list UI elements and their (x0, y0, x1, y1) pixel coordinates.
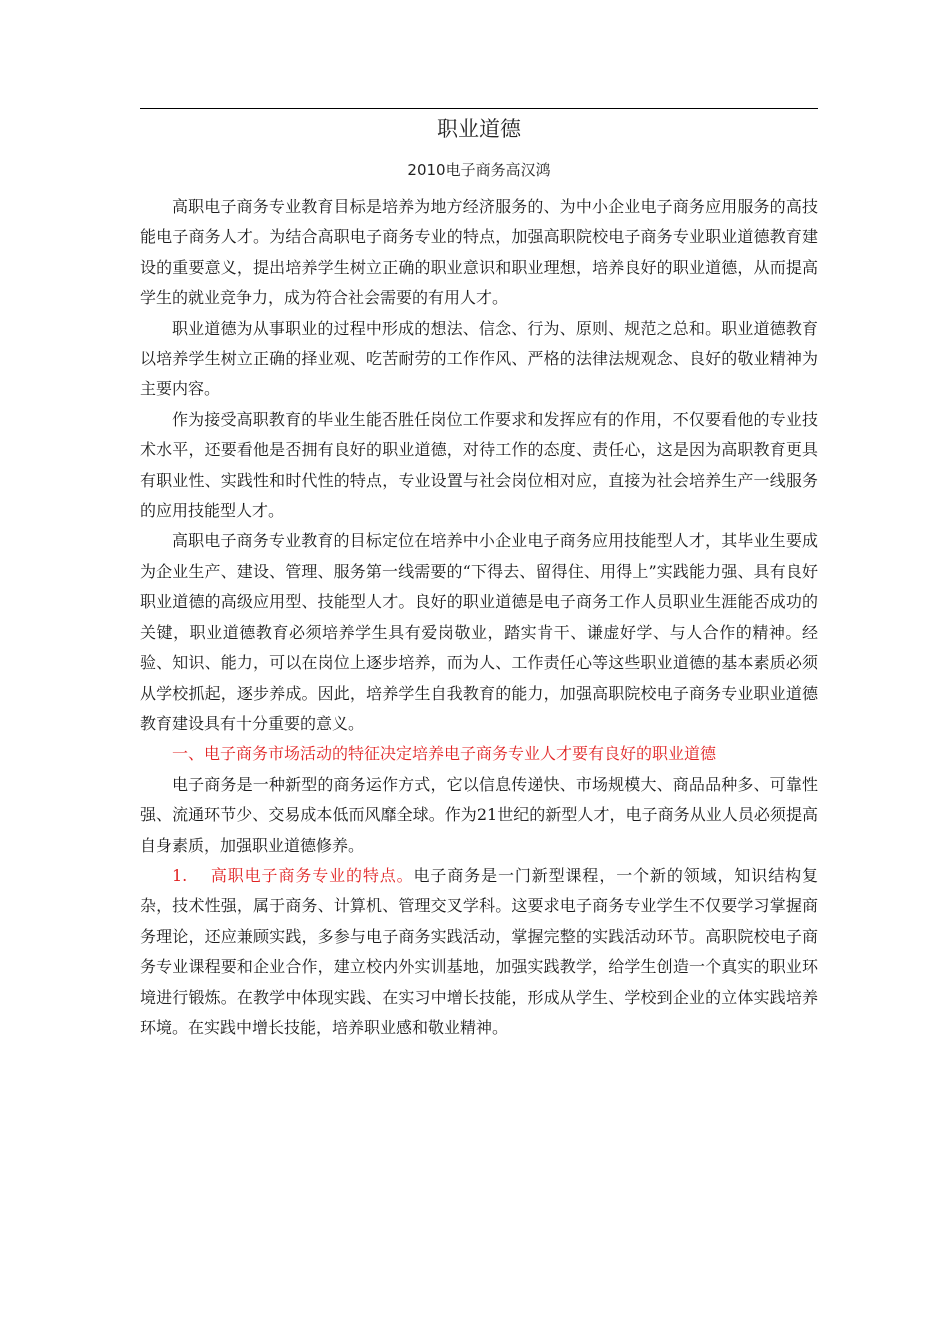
paragraph: 电子商务是一种新型的商务运作方式，它以信息传递快、市场规模大、商品品种多、可靠性强、流通环节少、交易成本低而风靡全球。作为21世纪的新型人才，电子商务从业人员必须提高自身素质，加强职业道德修养。 (140, 774, 818, 855)
document-subtitle: 2010电子商务高汉鸿 (407, 161, 551, 179)
section-heading: 一、电子商务市场活动的特征决定培养电子商务专业人才要有良好的职业道德 (172, 744, 717, 764)
list-item-lead: 高职电子商务专业的特点。 (210, 865, 414, 885)
document-title: 职业道德 (437, 117, 521, 141)
paragraph: 高职电子商务专业教育的目标定位在培养中小企业电子商务应用技能型人才，其毕业生要成为企业生产、建设、管理、服务第一线需要的“下得去、留得住、用得上”实践能力强、具有良好职业道德的高级应用型、技能型人才。良好的职业道德是电子商务工作人员职业生涯能否成功的关键，职业道德教育必须培养学生具有爱岗敬业，踏实肯干、谦虚好学、与人合作的精神。经验、知识、能力，可以在岗位上逐步培养，而为人、工作责任心等这些职业道德的基本素质必须从学校抓起，逐步养成。因此，培养学生自我教育的能力，加强高职院校电子商务专业职业道德教育建设具有十分重要的意义。 (140, 531, 818, 733)
list-item-text: 电子商务是一门新型课程，一个新的领域，知识结构复杂，技术性强，属于商务、计算机、管理交叉学科。这要求电子商务专业学生不仅要学习掌握商务理论，还应兼顾实践，多参与电子商务实践活动，掌握完整的实践活动环节。高职院校电子商务专业课程要和企业合作，建立校内外实训基地，加强实践教学，给学生创造一个真实的职业环境进行锻炼。在教学中体现实践、在实习中增长技能，形成从学生、学校到企业的立体实践培养环境。在实践中增长技能，培养职业感和敬业精神。 (140, 865, 818, 1037)
paragraph: 职业道德为从事职业的过程中形成的想法、信念、行为、原则、规范之总和。职业道德教育以培养学生树立正确的择业观、吃苦耐劳的工作作风、严格的法律法规观念、良好的敬业精神为主要内容。 (140, 318, 818, 399)
document-body (140, 192, 818, 1043)
paragraph: 作为接受高职教育的毕业生能否胜任岗位工作要求和发挥应有的作用，不仅要看他的专业技术水平，还要看他是否拥有良好的职业道德，对待工作的态度、责任心，这是因为高职教育更具有职业性、实践性和时代性的特点，专业设置与社会岗位相对应，直接为社会培养生产一线服务的应用技能型人才。 (140, 409, 818, 521)
paragraph: 高职电子商务专业教育目标是培养为地方经济服务的、为中小企业电子商务应用服务的高技能电子商务人才。为结合高职电子商务专业的特点，加强高职院校电子商务专业职业道德教育建设的重要意义，提出培养学生树立正确的职业意识和职业理想，培养良好的职业道德，从而提高学生的就业竞争力，成为符合社会需要的有用人才。 (140, 197, 818, 308)
list-item-number: 1. (172, 865, 188, 885)
header-rule (140, 108, 818, 109)
list-item (140, 861, 818, 1043)
